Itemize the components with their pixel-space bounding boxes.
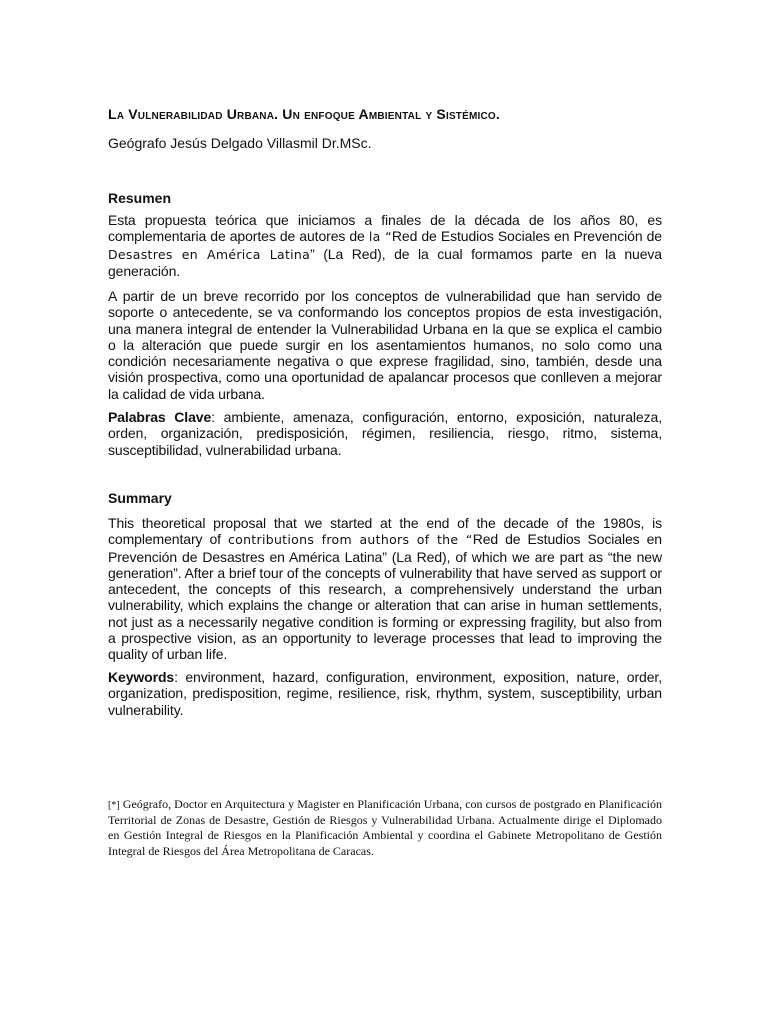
author-line: Geógrafo Jesús Delgado Villasmil Dr.MSc. <box>108 135 372 151</box>
footnote-text: Geógrafo, Doctor en Arquitectura y Magister en Planificación Urbana, con cursos de postgrado en Planificación Territorial de Zonas de Desastre, Gestión de Riesgos y Vulnerabilidad Urbana. Actualmente dirige el Diplomado en Gestión Integral de Riesgos en la Planificación Ambiental y coordina el Gabinete Metropolitano de Gestión Integral de Riesgos del Área Metropolitana de Caracas. <box>108 797 662 858</box>
resumen-keywords-label: Palabras Clave <box>108 409 212 425</box>
resumen-keywords-text: : ambiente, amenaza, configuración, entorno, exposición, naturaleza, orden, organización, predisposición, régimen, resiliencia, riesgo, ritmo, sistema, susceptibilidad, vulnerabilidad urbana. <box>108 409 662 458</box>
summary-paragraph-1 <box>108 515 662 663</box>
author-footnote <box>108 797 662 859</box>
resumen-p1-text-a: Esta propuesta teórica que iniciamos a finales de la década de los años 80, es complementaria de aportes de autores de <box>108 212 662 245</box>
resumen-p1-text-e: ” (La Red), de la cual formamos parte en la nueva generación. <box>108 245 662 279</box>
summary-p1-text-b: contributions from authors of the “ <box>227 532 473 548</box>
summary-heading: Summary <box>108 490 172 506</box>
resumen-p1-text-d: Desastres en América Latina <box>108 246 311 262</box>
summary-p1-text-c: Red de Estudios Sociales en Prevención de Desastres en América Latina” (La Red), of which we are part as “the new generation”. After a brief tour of the concepts of vulnerability that have served as support or antecedent, the concepts of this research, a comprehensively understand the urban vulnerability, which explains the change or alteration that can arise in human settlements, not just as a necessarily negative condition is forming or expressing fragility, but also from a prospective vision, as an opportunity to leverage processes that lead to improving the quality of urban life. <box>108 531 662 663</box>
summary-keywords-label: Keywords <box>108 669 175 685</box>
resumen-keywords <box>108 409 662 458</box>
summary-p1-text-a: This theoretical proposal that we started at the end of the decade of the 1980s, is complementary of <box>108 515 662 548</box>
summary-keywords-text: : environment, hazard, configuration, environment, exposition, nature, order, organization, predisposition, regime, resilience, risk, rhythm, system, susceptibility, urban vulnerability. <box>108 669 662 718</box>
resumen-p1-text-b: la “ <box>368 229 392 245</box>
resumen-paragraph-1 <box>108 212 662 279</box>
paper-title: La Vulnerabilidad Urbana. Un enfoque Ambiental y Sistémico. <box>108 106 500 122</box>
resumen-paragraph-2: A partir de un breve recorrido por los conceptos de vulnerabilidad que han servido de soporte o antecedente, se va conformando los conceptos propios de esta investigación, una manera integral de entender la Vulnerabilidad Urbana en la que se explica el cambio o la alteración que puede surgir en los asentamientos humanos, no solo como una condición necesariamente negativa o que exprese fragilidad, sino, también, desde una visión prospectiva, como una oportunidad de apalancar procesos que conlleven a mejorar la calidad de vida urbana. <box>108 288 662 402</box>
summary-keywords <box>108 669 662 718</box>
footnote-mark: [*] <box>108 800 120 811</box>
resumen-p1-text-c: Red de Estudios Sociales en Prevención de <box>391 228 662 245</box>
resumen-heading: Resumen <box>108 190 172 206</box>
